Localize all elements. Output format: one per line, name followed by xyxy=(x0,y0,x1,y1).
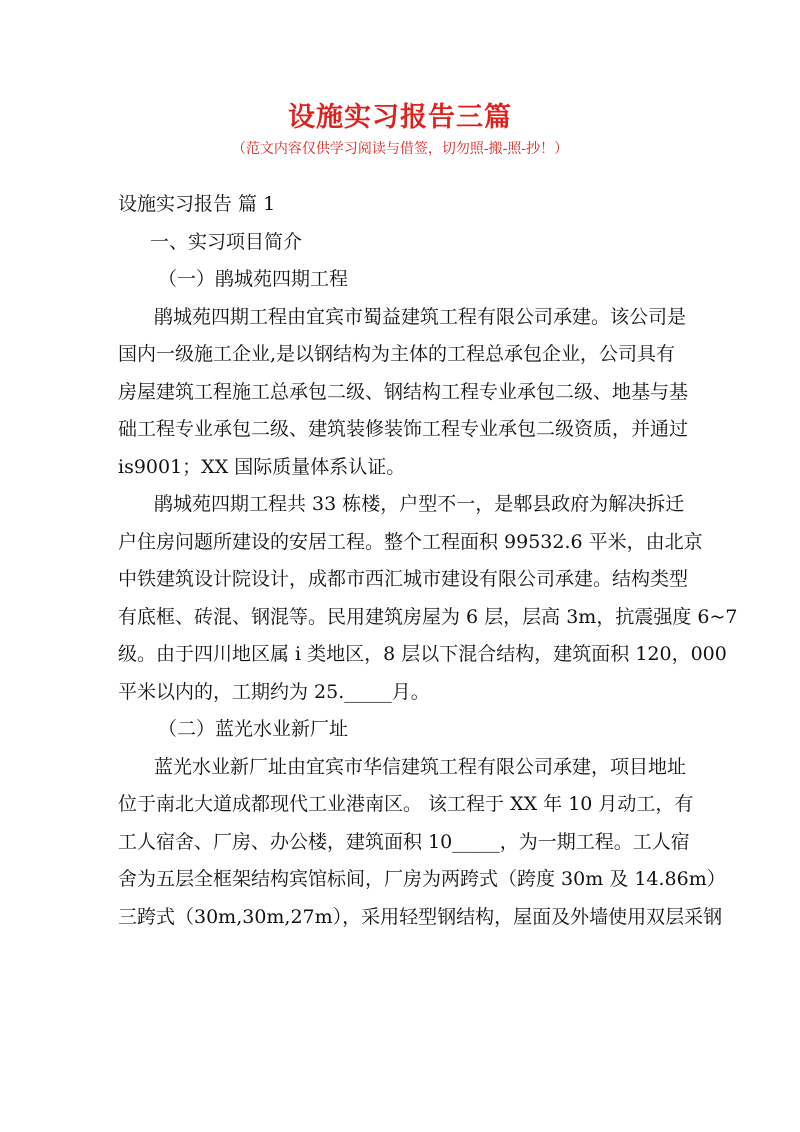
document-body xyxy=(118,186,738,936)
document-subtitle: （范文内容仅供学习阅读与借签，切勿照-搬-照-抄！） xyxy=(231,141,569,157)
heading-languang-project: （二）蓝光水业新厂址 xyxy=(158,718,349,740)
paragraph-line: 工人宿舍、厂房、办公楼，建筑面积 10_____，为一期工程。工人宿 xyxy=(118,830,690,853)
paragraph-line: 房屋建筑工程施工总承包二级、钢结构工程专业承包二级、地基与基 xyxy=(118,380,689,403)
paragraph-line: 中铁建筑设计院设计，成都市西汇城市建设有限公司承建。结构类型 xyxy=(118,568,689,590)
paragraph-line: 国内一级施工企业,是以钢结构为主体的工程总承包企业，公司具有 xyxy=(118,343,676,365)
paragraph-line: 舍为五层全框架结构宾馆标间，厂房为两跨式（跨度 30m 及 14.86m） xyxy=(118,868,726,890)
paragraph-line: 三跨式（30m,30m,27m），采用轻型钢结构，屋面及外墙使用双层采钢 xyxy=(118,905,723,928)
paragraph-line: 蓝光水业新厂址由宜宾市华信建筑工程有限公司承建，项目地址 xyxy=(154,755,687,778)
paragraph-line: 平米以内的，工期约为 25._____月。 xyxy=(118,680,430,703)
paragraph-line: 位于南北大道成都现代工业港南区。 该工程于 XX 年 10 月动工，有 xyxy=(118,793,694,815)
paragraph-line: 础工程专业承包二级、建筑装修装饰工程专业承包二级资质，并通过 xyxy=(118,418,689,440)
paragraph-line: 级。由于四川地区属 i 类地区，8 层以下混合结构，建筑面积 120，000 xyxy=(118,643,727,665)
paragraph-line: 鹃城苑四期工程共 33 栋楼，户型不一，是郫县政府为解决拆迁 xyxy=(154,493,685,515)
section-title: 设施实习报告 篇 1 xyxy=(118,193,276,215)
paragraph-juancheng-details xyxy=(118,486,738,711)
heading-project-intro: 一、实习项目简介 xyxy=(150,230,303,253)
heading-juancheng-project: （一）鹃城苑四期工程 xyxy=(158,268,349,290)
document-title: 设施实习报告三篇 xyxy=(288,102,512,133)
paragraph-juancheng-company xyxy=(118,299,689,487)
paragraph-languang-details xyxy=(118,749,726,937)
paragraph-line: is9001；XX 国际质量体系认证。 xyxy=(118,455,406,478)
paragraph-line: 鹃城苑四期工程由宜宾市蜀益建筑工程有限公司承建。该公司是 xyxy=(154,305,687,328)
paragraph-line: 有底框、砖混、钢混等。民用建筑房屋为 6 层，层高 3m，抗震强度 6~7 xyxy=(118,605,738,628)
paragraph-line: 户住房问题所建设的安居工程。整个工程面积 99532.6 平米，由北京 xyxy=(118,530,703,553)
